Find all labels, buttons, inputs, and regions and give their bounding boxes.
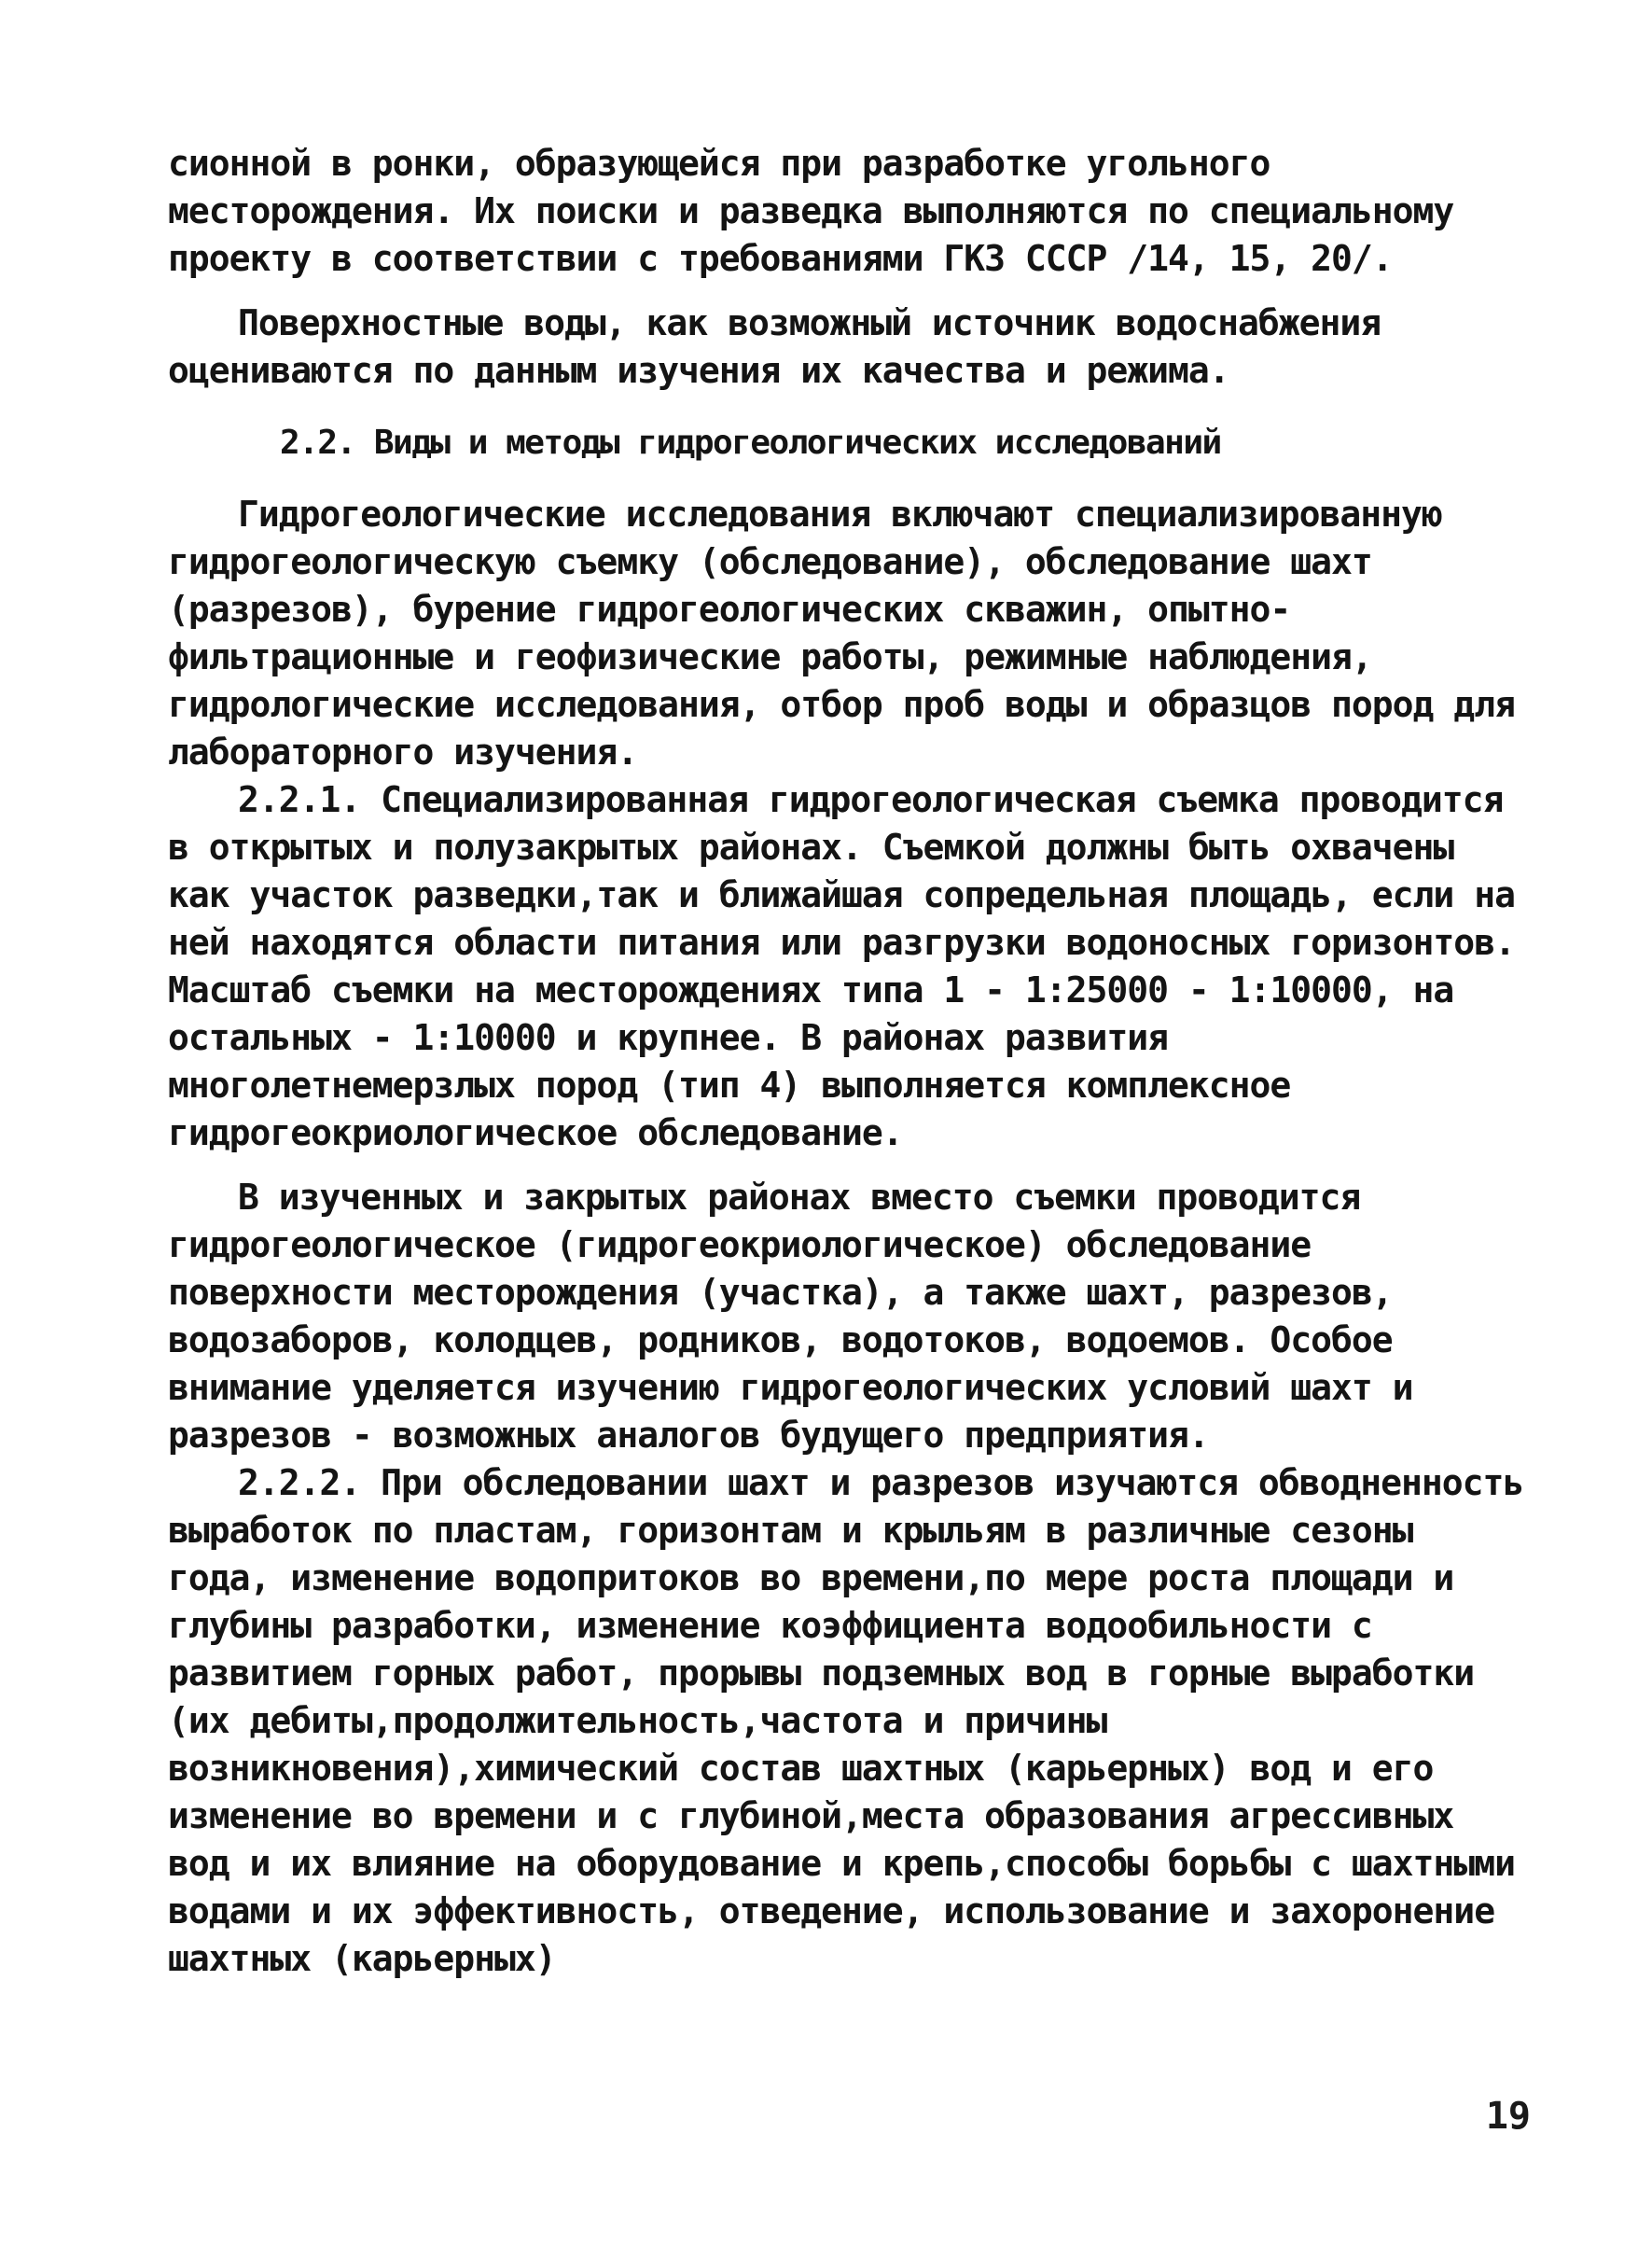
- paragraph-continuation: сионной в ронки, образующейся при разработке угольного месторождения. Их поиски и разведка выполняются по специальному проекту в соответствии с требованиями ГКЗ СССР /14, 15, 20/.: [168, 143, 1454, 279]
- paragraph-survey: 2.2.1. Специализированная гидрогеологическая съемка проводится в открытых и полузакрытых районах. Съемкой должны быть охвачены как участок разведки,так и ближайшая сопредельная площадь, если на ней находятся области питания или разгрузки водоносных горизонтов. Масштаб съемки на месторождениях типа 1 - 1:25000 - 1:10000, на остальных - 1:10000 и крупнее. В районах развития многолетнемерзлых пород (тип 4) выполняется комплексное гидрогеокриологическое обследование.: [168, 779, 1515, 1153]
- paragraph-research-types: Гидрогеологические исследования включают специализированную гидрогеологическую съемку (обследование), обследование шахт (разрезов), бурение гидрогеологических скважин, опытно-фильтрационные и геофизические работы, режимные наблюдения, гидрологические исследования, отбор проб воды и образцов пород для лабораторного изучения.: [168, 494, 1515, 773]
- section-heading: 2.2. Виды и методы гидрогеологических исследований: [280, 424, 1221, 462]
- paragraph-mine-inspection: 2.2.2. При обследовании шахт и разрезов изучаются обводненность выработок по пластам, горизонтам и крыльям в различные сезоны года, изменение водопритоков во времени,по мере роста площади и глубины разработки, изменение коэффициента водообильности с развитием горных работ, прорывы подземных вод в горные выработки (их дебиты,продолжительность,частота и причины возникновения),химический состав шахтных (карьерных) вод и его изменение во времени и с глубиной,места образования агрессивных вод и их влияние на оборудование и крепь,способы борьбы с шахтными водами и их эффективность, отведение, использование и захоронение шахтных (карьерных): [168, 1462, 1524, 1979]
- page-number: 19: [1485, 2095, 1531, 2138]
- paragraph-inspection: В изученных и закрытых районах вместо съемки проводится гидрогеологическое (гидрогеокриологическое) обследование поверхности месторождения (участка), а также шахт, разрезов, водозаборов, колодцев, родников, водотоков, водоемов. Особое внимание уделяется изучению гидрогеологических условий шахт и разрезов - возможных аналогов будущего предприятия.: [168, 1177, 1413, 1456]
- body-text: [168, 140, 1530, 1983]
- paragraph-surface-waters: Поверхностные воды, как возможный источник водоснабжения оцениваются по данным изучения их качества и режима.: [168, 302, 1381, 391]
